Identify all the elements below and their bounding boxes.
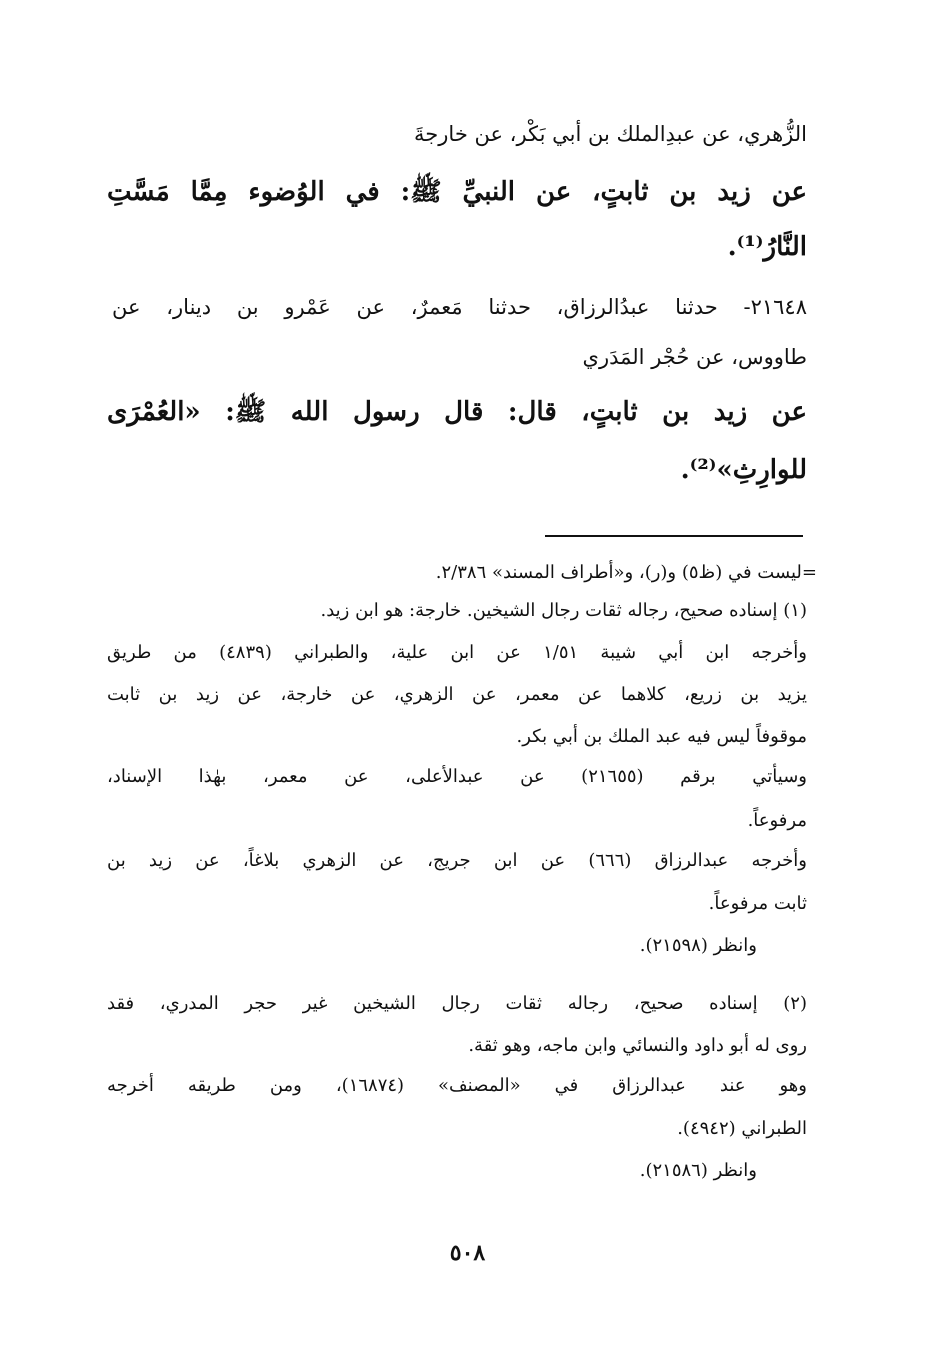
footnote-2-line: الطبراني (٤٩٤٢). — [677, 1118, 807, 1139]
matn-line: عن زيد بن ثابتٍ، قال: قال رسول الله ﷺ: «العُمْرَى — [107, 397, 807, 427]
isnad-line: طاووس، عن حُجْر المَدَري — [582, 345, 807, 369]
matn-line: للوارِثِ»⁽²⁾. — [680, 455, 807, 485]
hadith-number-isnad: ٢١٦٤٨- حدثنا عبدُالرزاق، حدثنا مَعمرٌ، عن عَمْرو بن دينار، عن — [112, 295, 807, 319]
footnote-2-line: روى له أبو داود والنسائي وابن ماجه، وهو ثقة. — [468, 1035, 807, 1056]
footnote-1-line: وأخرجه ابن أبي شيبة ١/٥١ عن ابن علية، والطبراني (٤٨٣٩) من طريق — [107, 642, 807, 663]
footnote-1-line: وأخرجه عبدالرزاق (٦٦٦) عن ابن جريج، عن الزهري بلاغاً، عن زيد بن — [107, 850, 807, 871]
matn-line: النَّارُ⁽¹⁾. — [727, 232, 807, 262]
page-number: ٥٠٨ — [449, 1240, 486, 1266]
footnote-1-line: مرفوعاً. — [747, 810, 807, 831]
matn-line: عن زيد بن ثابتٍ، عن النبيِّ ﷺ: في الوُضوء مِمَّا مَسَّتِ — [107, 177, 807, 207]
footnote-2-line: (٢) إسناده صحيح، رجاله ثقات رجال الشيخين غير حجر المدري، فقد — [107, 993, 807, 1014]
footnote-1-line: موقوفاً ليس فيه عبد الملك بن أبي بكر. — [516, 726, 807, 747]
footnote-separator — [545, 535, 803, 537]
footnote-2-line: وانظر (٢١٥٨٦). — [639, 1160, 757, 1181]
footnote-1-line: يزيد بن زريع، كلاهما عن معمر، عن الزهري، عن خارجة، عن زيد بن ثابت — [107, 684, 807, 705]
footnote-1-line: وسيأتي برقم (٢١٦٥٥) عن عبدالأعلى، عن معمر، بهٰذا الإسناد، — [107, 766, 807, 787]
footnote-carry-over: =ليست في (ظ٥) و(ر)، و«أطراف المسند» ٢/٣٨٦. — [435, 562, 817, 583]
footnote-1-line: وانظر (٢١٥٩٨). — [639, 935, 757, 956]
isnad-line: الزُّهري، عن عبدِالملك بن أبي بَكْر، عن خارجةَ — [414, 122, 807, 146]
footnote-1-line: ثابت مرفوعاً. — [708, 893, 807, 914]
footnote-2-line: وهو عند عبدالرزاق في «المصنف» (١٦٨٧٤)، ومن طريقه أخرجه — [107, 1075, 807, 1096]
footnote-1-line: (١) إسناده صحيح، رجاله ثقات رجال الشيخين. خارجة: هو ابن زيد. — [320, 600, 807, 621]
